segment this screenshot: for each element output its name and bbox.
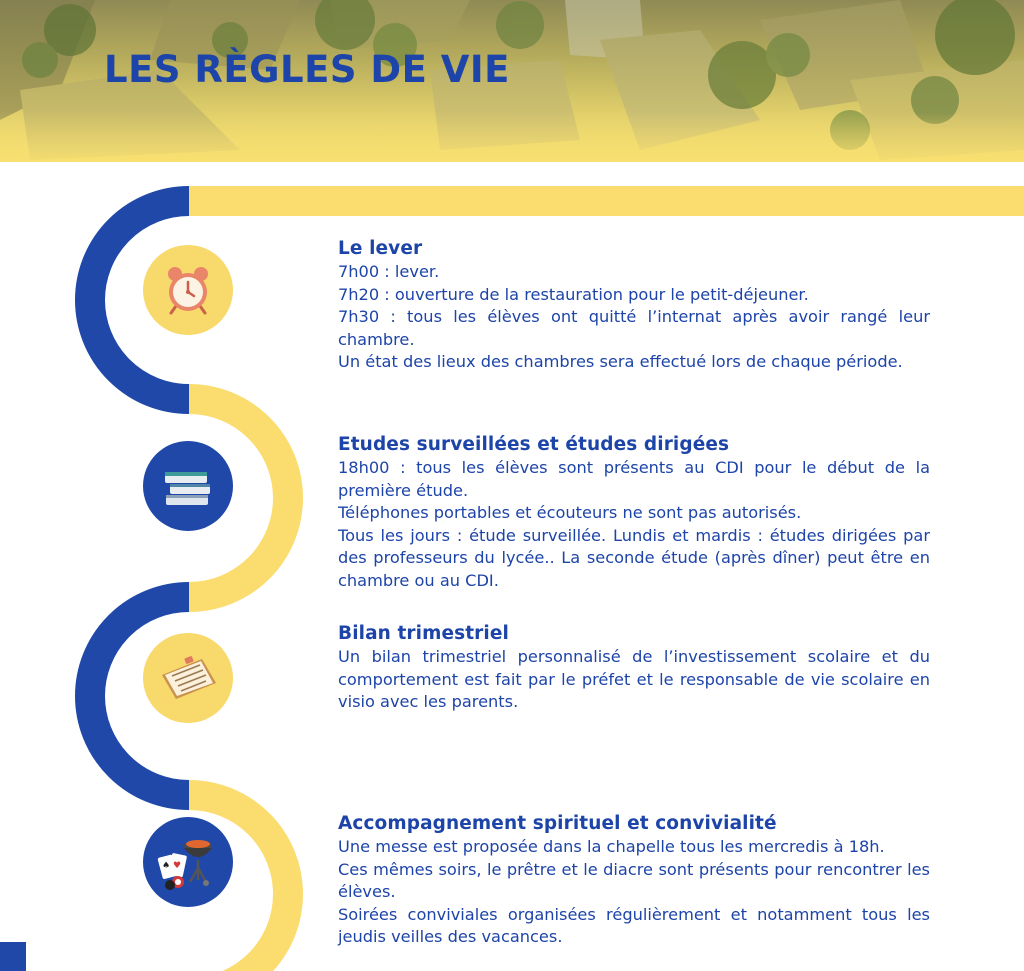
svg-text:♠: ♠ [162,861,171,871]
section-line: 18h00 : tous les élèves sont présents au CDI pour le début de la première étude. [338,458,930,500]
step-circle-lever [143,245,233,335]
section-bilan [338,623,930,714]
section-line: 7h20 : ouverture de la restauration pour le petit-déjeuner. [338,284,809,304]
step-circle-accompagnement [143,817,233,907]
section-line: Une messe est proposée dans la chapelle tous les mercredis à 18h. [338,837,885,856]
section-line: Soirées conviviales organisées régulièrement et notamment tous les jeudis veilles des vacances. [338,904,930,947]
books-icon [160,458,216,514]
cards-and-barbecue-icon [156,830,220,894]
svg-text:♥: ♥ [173,861,182,871]
section-line: Ces mêmes soirs, le prêtre et le diacre sont présents pour rencontrer les élèves. [338,859,930,902]
step-circle-bilan [143,633,233,723]
section-line: Un état des lieux des chambres sera effectué lors de chaque période. [338,352,903,372]
report-clipboard-icon [156,653,220,703]
section-etudes [338,434,930,593]
section-title: Accompagnement spirituel et convivialité [338,813,777,834]
section-lever [338,238,930,374]
section-title: Etudes surveillées et études dirigées [338,434,730,455]
alarm-clock-icon [160,262,216,318]
section-title: Bilan trimestriel [338,623,509,644]
section-accompagnement [338,813,930,949]
step-circle-etudes [143,441,233,531]
section-title: Le lever [338,238,423,259]
section-line: Téléphones portables et écouteurs ne sont pas autorisés. [338,503,802,523]
section-line: Tous les jours : étude surveillée. Lundis et mardis : études dirigées par des professeurs du lycée.. La seconde étude (après dîner) peut être en chambre ou au CDI. [338,525,930,590]
page-title: LES RÈGLES DE VIE [104,48,510,91]
section-line: 7h30 : tous les élèves ont quitté l’internat après avoir rangé leur chambre. [338,307,930,349]
section-line: Un bilan trimestriel personnalisé de l’investissement scolaire et du comportement est fait par le préfet et le responsable de vie scolaire en visio avec les parents. [338,647,930,712]
section-line: 7h00 : lever. [338,262,440,281]
